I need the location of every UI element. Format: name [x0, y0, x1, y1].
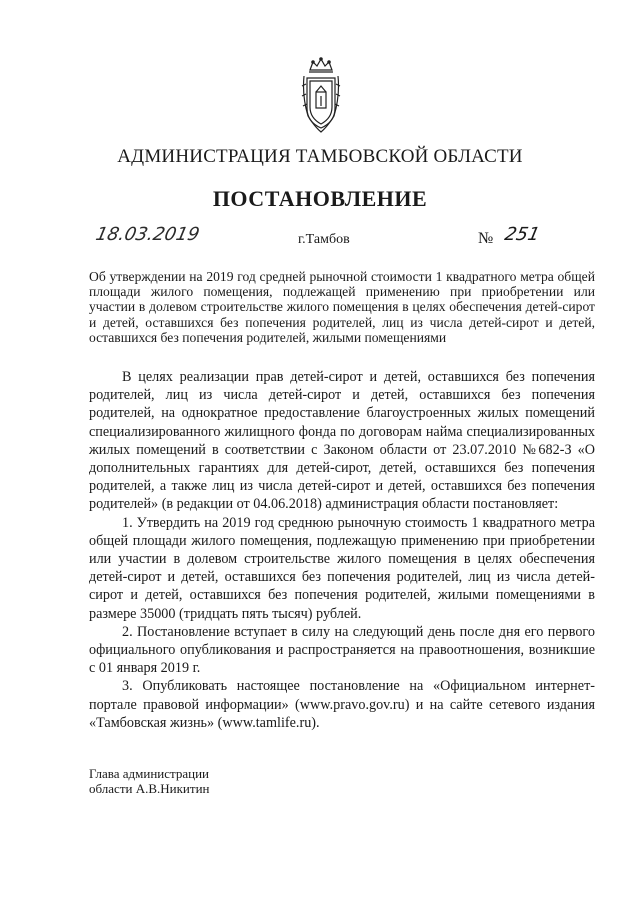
number-label: № [478, 230, 494, 247]
item-1-paragraph: 1. Утвердить на 2019 год среднюю рыночную стоимость 1 квадратного метра общей площади жилого помещения, подлежащую применению при приобретении или участии в долевом строительстве жилого помещения в целях обеспечения детей-сирот и детей, оставшихся без попечения родителей, лиц из числа детей-сирот и детей, оставшихся без попечения родителей, жилыми помещениями в размере 35000 (тридцать пять тысяч) рублей. [89, 514, 595, 622]
handwritten-number: 251 [502, 224, 542, 245]
signature-title: Глава администрации [89, 766, 210, 781]
document-subject: Об утверждении на 2019 год средней рыночной стоимости 1 квадратного метра общей площади жилого помещения, подлежащей применению при приобретении или участии в долевом строительстве жилого помещения в целях обеспечения детей-сирот и детей, оставшихся без попечения родителей, лиц из числа детей-сирот и детей, оставшихся без попечения родителей, жилыми помещениями [89, 269, 595, 345]
document-body [89, 368, 595, 732]
signature-name: области А.В.Никитин [89, 781, 210, 796]
handwritten-date: 18.03.2019 [93, 224, 202, 245]
preamble-paragraph: В целях реализации прав детей-сирот и детей, оставшихся без попечения родителей, лиц из числа детей-сирот и детей, оставшихся без попечения родителей, на однократное предоставление благоустроенных жилых помещений специализированного жилищного фонда по договорам найма специализированных жилых помещений в соответствии с Законом области от 23.07.2010 №682-З «О дополнительных гарантиях для детей-сирот, детей, оставшихся без попечения родителей, а также лиц из числа детей-сирот и детей, оставшихся без попечения родителей» (в редакции от 04.06.2018) администрация области постановляет: [89, 369, 595, 513]
issuing-authority: АДМИНИСТРАЦИЯ ТАМБОВСКОЙ ОБЛАСТИ [117, 146, 523, 167]
item-3-paragraph: 3. Опубликовать настоящее постановление на «Официальном интернет-портале правовой информации» (www.pravo.gov.ru) и на сайте сетевого издания «Тамбовская жизнь» (www.tamlife.ru). [89, 678, 595, 731]
coat-of-arms-icon [300, 56, 342, 136]
city: г.Тамбов [298, 232, 350, 247]
document-type-title: ПОСТАНОВЛЕНИЕ [212, 186, 428, 211]
signature-block [89, 766, 209, 796]
item-2-paragraph: 2. Постановление вступает в силу на следующий день после дня его первого официального опубликования и распространяется на правоотношения, возникшие с 01 января 2019 г. [89, 623, 595, 677]
